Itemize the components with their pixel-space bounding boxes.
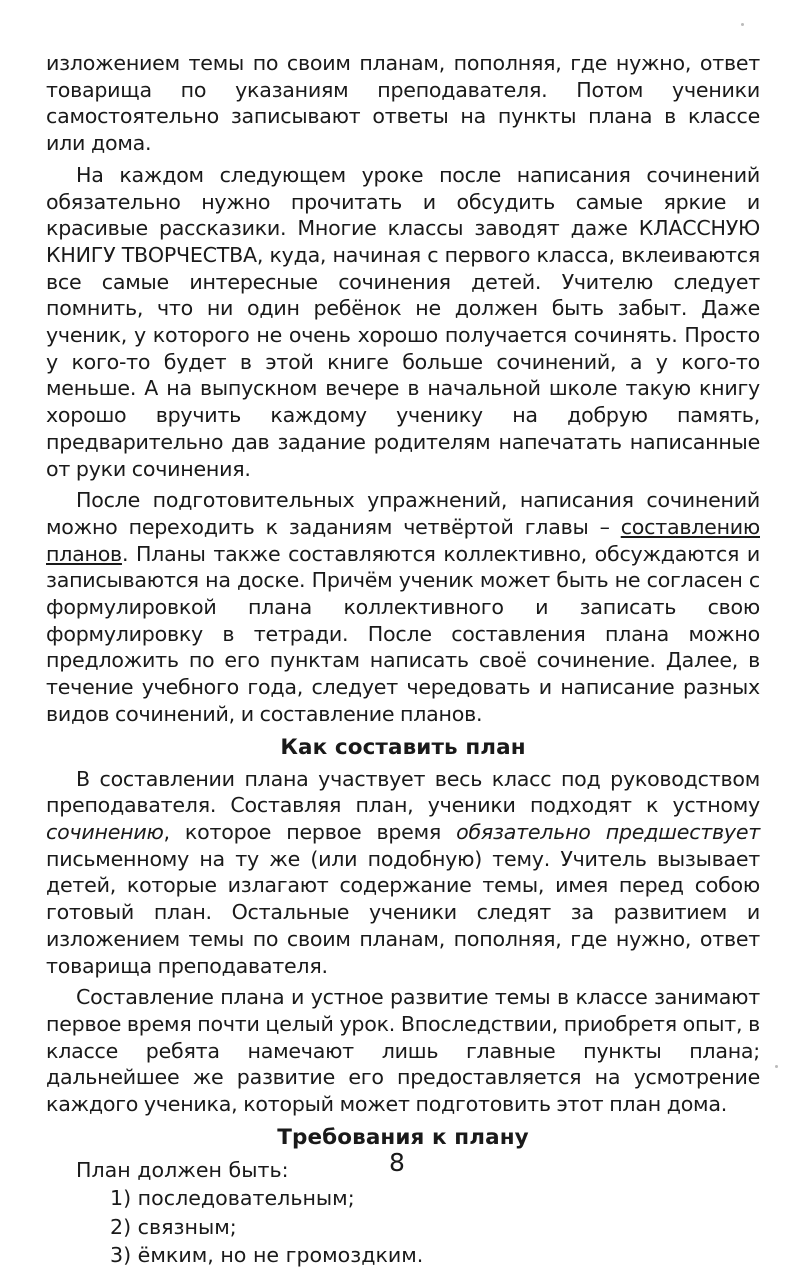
p4-italic-1: сочинению: [46, 819, 164, 844]
paragraph-plans: [46, 487, 760, 727]
page-number: 8: [389, 1148, 405, 1177]
paragraph-class-book: На каждом следующем уроке после написания сочинений обязательно нужно прочитать и обсудить самые яркие и красивые рассказики. Многие классы заводят даже КЛАССНУЮ КНИГУ ТВОРЧЕСТВА, куда, начиная с первого класса, вклеиваются все самые интересные сочинения детей. Учителю следует помнить, что ни один ребёнок не должен быть забыт. Даже ученик, у которого не очень хорошо получается сочинять. Просто у кого-то будет в этой книге больше сочинений, а у кого-то меньше. А на выпускном вечере в начальной школе такую книгу хорошо вручить каждому ученику на добрую память, предварительно дав задание родителям напечатать написанные от руки сочинения.: [46, 162, 760, 481]
paragraph-plans-after: . Планы также составляются коллективно, обсуждаются и записываются на доске. Причём ученик может быть не согласен с формулировкой плана коллективного и записать свою формулировку в тетради. После составления плана можно предложить по его пунктам написать своё сочинение. Далее, в течение учебного года, следует чередовать и написание разных видов сочинений, и составление планов.: [46, 541, 760, 726]
section-heading-how-to-plan: Как составить план: [280, 734, 526, 760]
chapter-four-link: составлению планов: [46, 514, 760, 566]
p4-text-2: , которое первое время: [163, 819, 457, 844]
requirements-list: [46, 1184, 760, 1270]
text-column: [46, 50, 760, 1270]
paragraph-plan-composition: [46, 766, 760, 980]
paragraph-continued: изложением темы по своим планам, пополняя, где нужно, ответ товарища по указаниям преподавателя. Потом ученики самостоятельно записывают ответы на пункты плана в классе или дома.: [46, 51, 760, 156]
scan-speck: [741, 23, 744, 26]
scan-speck: [775, 1065, 778, 1068]
p4-italic-2: обязательно предшествует: [456, 819, 761, 844]
section-heading-requirements: Требования к плану: [277, 1124, 529, 1150]
list-item: 3) ёмким, но не громоздким.: [110, 1243, 424, 1268]
paragraph-plans-before: После подготовительных упражнений, написания сочинений можно переходить к заданиям четвёртой главы –: [46, 488, 760, 539]
p4-text-1: В составлении плана участвует весь класс под руководством преподавателя. Составляя план, ученики подходят к устному: [46, 766, 760, 818]
p4-text-3: письменному на ту же (или подобную) тему. Учитель вызывает детей, которые излагают содержание темы, имея перед собою готовый план. Остальные ученики следят за развитием и изложением темы по своим планам, пополняя, где нужно, ответ товарища преподавателя.: [46, 846, 760, 978]
list-intro: План должен быть:: [76, 1157, 289, 1182]
paragraph-oral-development: Составление плана и устное развитие темы в классе занимают первое время почти целый урок. Впоследствии, приобретя опыт, в классе ребята намечают лишь главные пункты плана; дальнейшее же развитие его предоставляется на усмотрение каждого ученика, который может подготовить этот план дома.: [46, 985, 760, 1117]
list-item: 2) связным;: [110, 1214, 237, 1239]
list-item: 1) последовательным;: [110, 1186, 355, 1211]
